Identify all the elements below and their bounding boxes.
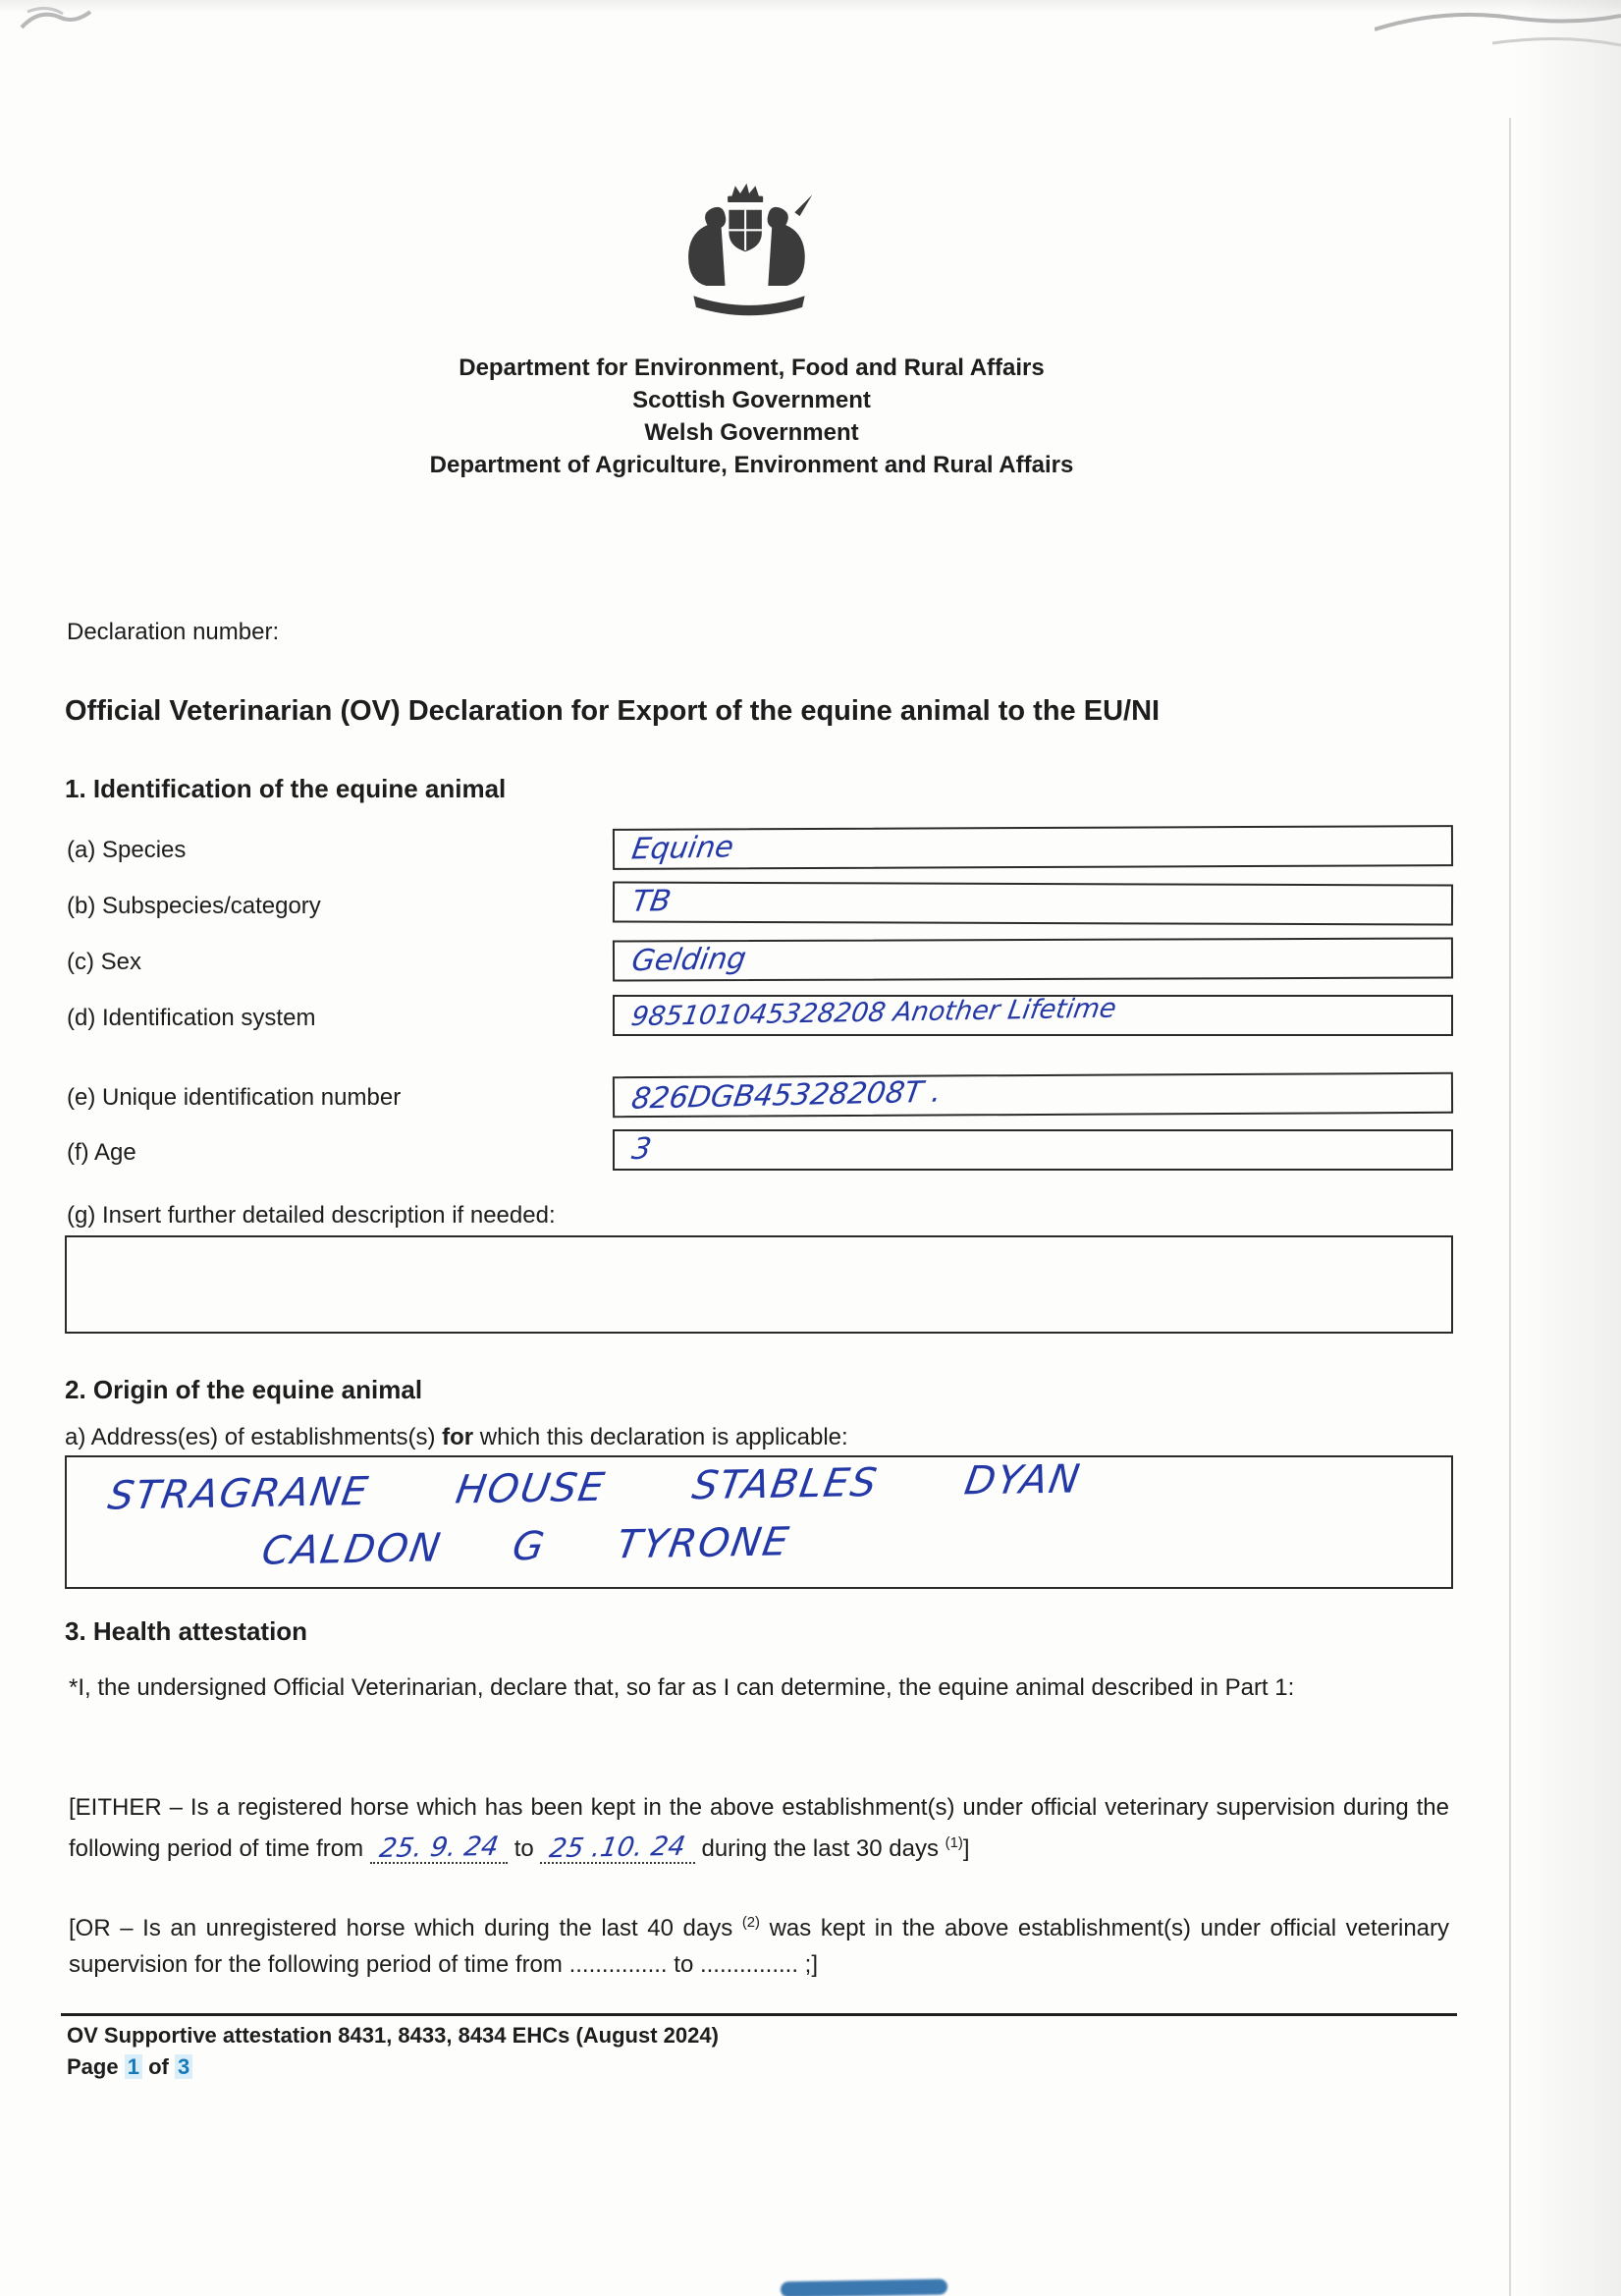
issuing-authorities: [67, 352, 1436, 481]
handwritten-subspecies: TB: [629, 884, 674, 919]
section-2-heading: 2. Origin of the equine animal: [65, 1375, 423, 1404]
field-label-further-description: (g) Insert further detailed description if needed:: [67, 1202, 556, 1229]
field-label-unique-id-number: (e) Unique identification number: [67, 1084, 402, 1111]
handwritten-identification-system: 985101045328208 Another Lifetime: [628, 993, 1119, 1033]
page-of-word: of: [148, 2054, 169, 2079]
field-box-sex: [613, 938, 1453, 982]
either-from-date-field: [370, 1831, 508, 1865]
handwritten-to-date: 25 .10. 24: [547, 1831, 688, 1865]
org-line-welsh-government: Welsh Government: [644, 419, 859, 446]
applicable-text-post: which this declaration is applicable:: [473, 1424, 848, 1450]
scan-artifact-bottom-blue: [781, 2279, 947, 2296]
or-clause: [69, 1905, 1449, 1983]
field-label-age: (f) Age: [67, 1139, 136, 1166]
either-text-2: during the last 30 days: [701, 1835, 939, 1862]
field-label-subspecies: (b) Subspecies/category: [67, 893, 321, 919]
handwritten-sex: Gelding: [629, 941, 749, 979]
establishment-address-box: [65, 1455, 1453, 1589]
org-line-defra: Department for Environment, Food and Rural Affairs: [459, 355, 1045, 381]
or-dotted-line-1: ...............: [568, 1951, 668, 1978]
page-word: Page: [67, 2054, 119, 2079]
org-line-daera: Department of Agriculture, Environment and Rural Affairs: [429, 452, 1074, 478]
or-text-1: [OR – Is an unregistered horse which during the last 40 days: [69, 1915, 733, 1941]
footer-rule: [61, 2013, 1457, 2016]
field-label-sex: (c) Sex: [67, 949, 142, 975]
field-box-subspecies: [613, 882, 1453, 926]
further-description-box: [65, 1235, 1453, 1334]
field-label-identification-system: (d) Identification system: [67, 1005, 316, 1031]
footer-attestation-reference: OV Supportive attestation 8431, 8433, 8434 EHCs (August 2024): [67, 2023, 719, 2048]
either-clause: [69, 1789, 1449, 1867]
either-to-word: to: [513, 1835, 534, 1862]
handwritten-further-description: [67, 1249, 84, 1250]
field-box-age: [613, 1129, 1453, 1171]
either-text-1: [EITHER – Is a registered horse which has been kept in the above establishment(s) under official veterinary supervision during the following period of time from: [69, 1794, 1449, 1862]
declaration-number-label: Declaration number:: [67, 619, 280, 645]
applicable-text-bold-for: for: [442, 1424, 474, 1450]
handwritten-age: 3: [629, 1131, 654, 1168]
health-attestation-intro: *I, the undersigned Official Veterinarian, declare that, so far as I can determine, the equine animal described in Part 1:: [69, 1674, 1295, 1701]
footer-page-indicator: [67, 2054, 192, 2080]
or-text-3: ;]: [804, 1951, 819, 1978]
applicable-address-line: [65, 1424, 1453, 1451]
section-3-heading: 3. Health attestation: [65, 1616, 308, 1646]
field-box-unique-id-number: [613, 1072, 1453, 1118]
or-to-word: to: [674, 1951, 694, 1978]
page-number-current: 1: [125, 2054, 142, 2079]
handwritten-from-date: 25. 9. 24: [377, 1831, 501, 1865]
field-box-species: [613, 825, 1453, 870]
handwritten-address-line-1: STRAGRANE HOUSE STABLES DYAN: [104, 1456, 1085, 1519]
scan-crease-line: [1509, 118, 1511, 2296]
footnote-ref-1: (1): [945, 1835, 963, 1851]
scan-edge-shade-right: [1513, 0, 1621, 2296]
field-box-identification-system: [613, 995, 1453, 1036]
handwritten-species: Equine: [629, 830, 736, 867]
either-text-3: ]: [962, 1835, 970, 1862]
handwritten-unique-id-number: 826DGB45328208T .: [628, 1074, 945, 1117]
or-dotted-line-2: ...............: [699, 1951, 798, 1978]
page-number-total: 3: [175, 2054, 192, 2079]
form-title: Official Veterinarian (OV) Declaration for Export of the equine animal to the EU/NI: [65, 695, 1161, 727]
applicable-text-pre: a) Address(es) of establishments(s): [65, 1424, 443, 1450]
scan-artifact-top-left: [18, 0, 106, 39]
section-1-heading: 1. Identification of the equine animal: [65, 774, 507, 803]
royal-coat-of-arms-icon: [648, 177, 850, 336]
scan-artifact-top-right: [1375, 0, 1621, 69]
field-label-species: (a) Species: [67, 837, 187, 863]
or-text-2: was kept in the above establishment(s) under official veterinary supervision for the following period of time from: [69, 1915, 1450, 1978]
handwritten-address-line-2: CALDON G TYRONE: [258, 1519, 793, 1574]
either-to-date-field: [540, 1831, 694, 1865]
footnote-ref-2: (2): [741, 1915, 761, 1931]
org-line-scottish-government: Scottish Government: [632, 387, 871, 413]
